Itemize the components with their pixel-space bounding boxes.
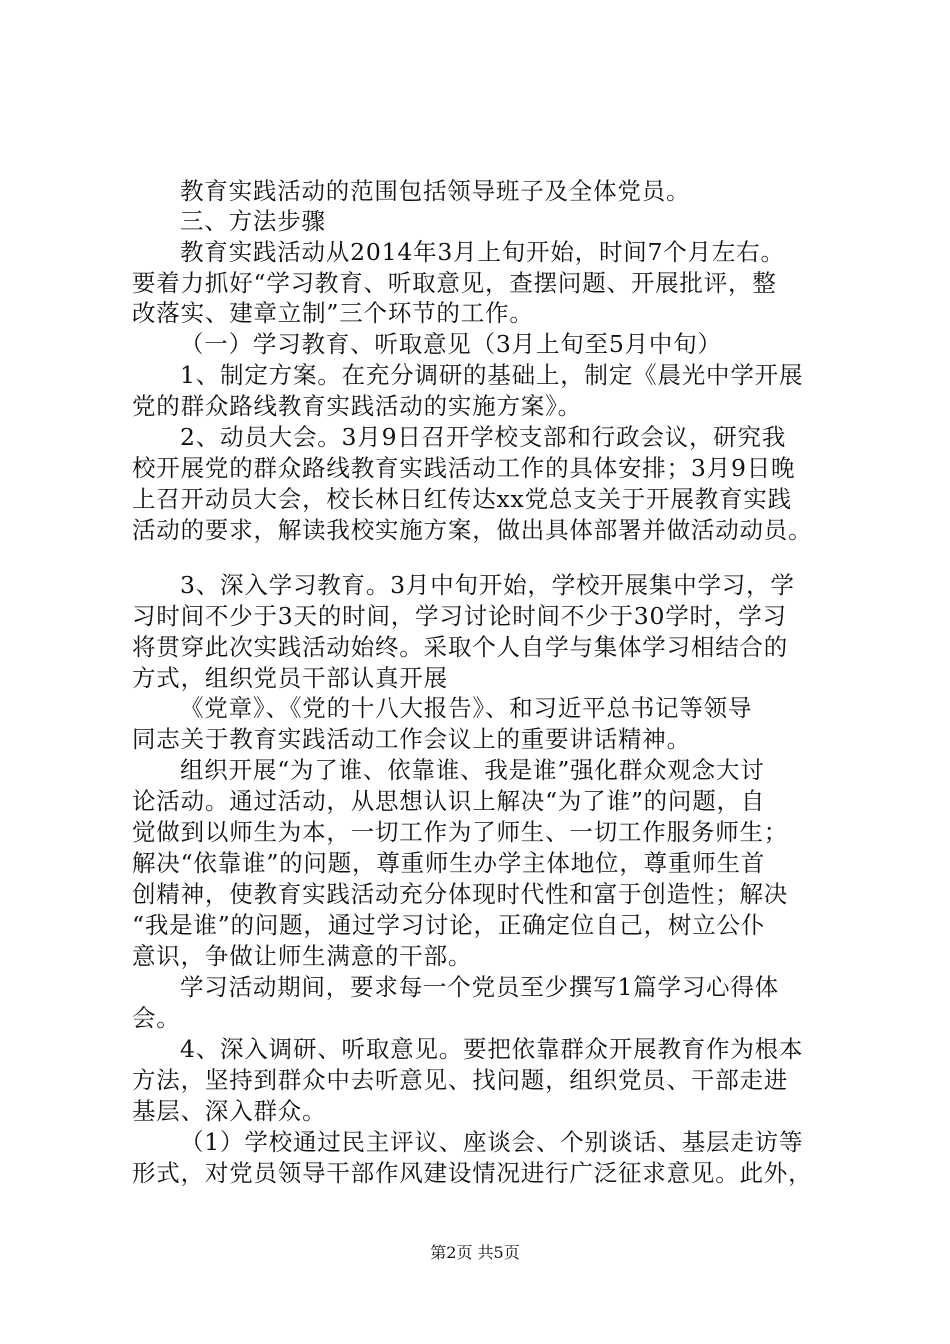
paragraph-line: “我是谁”的问题，通过学习讨论，正确定位自己，树立公仆 [132,911,766,939]
page-number-footer: 第2页 共5页 [430,1243,520,1262]
paragraph-line: 党的群众路线教育实践活动的实施方案》。 [132,392,582,420]
paragraph-line: 将贯穿此次实践活动始终。采取个人自学与集体学习相结合的 [132,633,789,661]
paragraph-line: 解决“依靠谁”的问题，尊重师生办学主体地位，尊重师生首 [132,849,766,877]
paragraph-line: 方式，组织党员干部认真开展 [132,664,448,692]
paragraph-line: 形式，对党员领导干部作风建设情况进行广泛征求意见。此外， [132,1159,813,1187]
paragraph-line: 觉做到以师生为本，一切工作为了师生、一切工作服务师生； [132,818,789,846]
paragraph-line: 教育实践活动从2014年3月上旬开始，时间7个月左右。 [180,238,785,266]
paragraph-line: 3、深入学习教育。3月中旬开始，学校开展集中学习，学 [180,571,795,599]
paragraph-line: 《党章》、《党的十八大报告》、和习近平总书记等领导 [180,694,753,722]
paragraph-line: 上召开动员大会，校长林日红传达xx党总支关于开展教育实践 [132,485,792,513]
paragraph-line: 1、制定方案。在充分调研的基础上，制定《晨光中学开展 [180,361,804,389]
paragraph-line: 2、动员大会。3月9日召开学校支部和行政会议，研究我 [180,423,787,451]
paragraph-line: 组织开展“为了谁、依靠谁、我是谁”强化群众观念大讨 [180,756,765,784]
paragraph-line: 教育实践活动的范围包括领导班子及全体党员。 [180,177,691,205]
paragraph-line: 论活动。通过活动，从思想认识上解决“为了谁”的问题，自 [132,787,766,815]
paragraph-line: 校开展党的群众路线教育实践活动工作的具体安排；3月9日晚 [132,454,796,482]
paragraph-line: 方法，坚持到群众中去听意见、找问题，组织党员、干部走进 [132,1066,789,1094]
paragraph-line: 创精神，使教育实践活动充分体现时代性和富于创造性；解决 [132,880,789,908]
section-heading: 三、方法步骤 [180,207,326,235]
paragraph-line: 4、深入调研、听取意见。要把依靠群众开展教育作为根本 [180,1035,804,1063]
paragraph-line: 同志关于教育实践活动工作会议上的重要讲话精神。 [132,725,691,753]
subsection-heading: （一）学习教育、听取意见（3月上旬至5月中旬） [180,330,722,358]
paragraph-line: 基层、深入群众。 [132,1097,327,1125]
paragraph-line: 习时间不少于3天的时间，学习讨论时间不少于30学时，学习 [132,602,787,630]
paragraph-line: 要着力抓好“学习教育、听取意见，查摆问题、开展批评，整 [132,269,777,297]
paragraph-line: 意识，争做让师生满意的干部。 [132,942,473,970]
paragraph-line: 改落实、建章立制”三个环节的工作。 [132,299,534,327]
paragraph-line: 会。 [132,1004,181,1032]
paragraph-line: 学习活动期间，要求每一个党员至少撰写1篇学习心得体 [180,973,779,1001]
paragraph-line: 活动的要求，解读我校实施方案，做出具体部署并做活动动员。 [132,516,813,544]
paragraph-line: （1）学校通过民主评议、座谈会、个别谈话、基层走访等 [180,1128,804,1156]
